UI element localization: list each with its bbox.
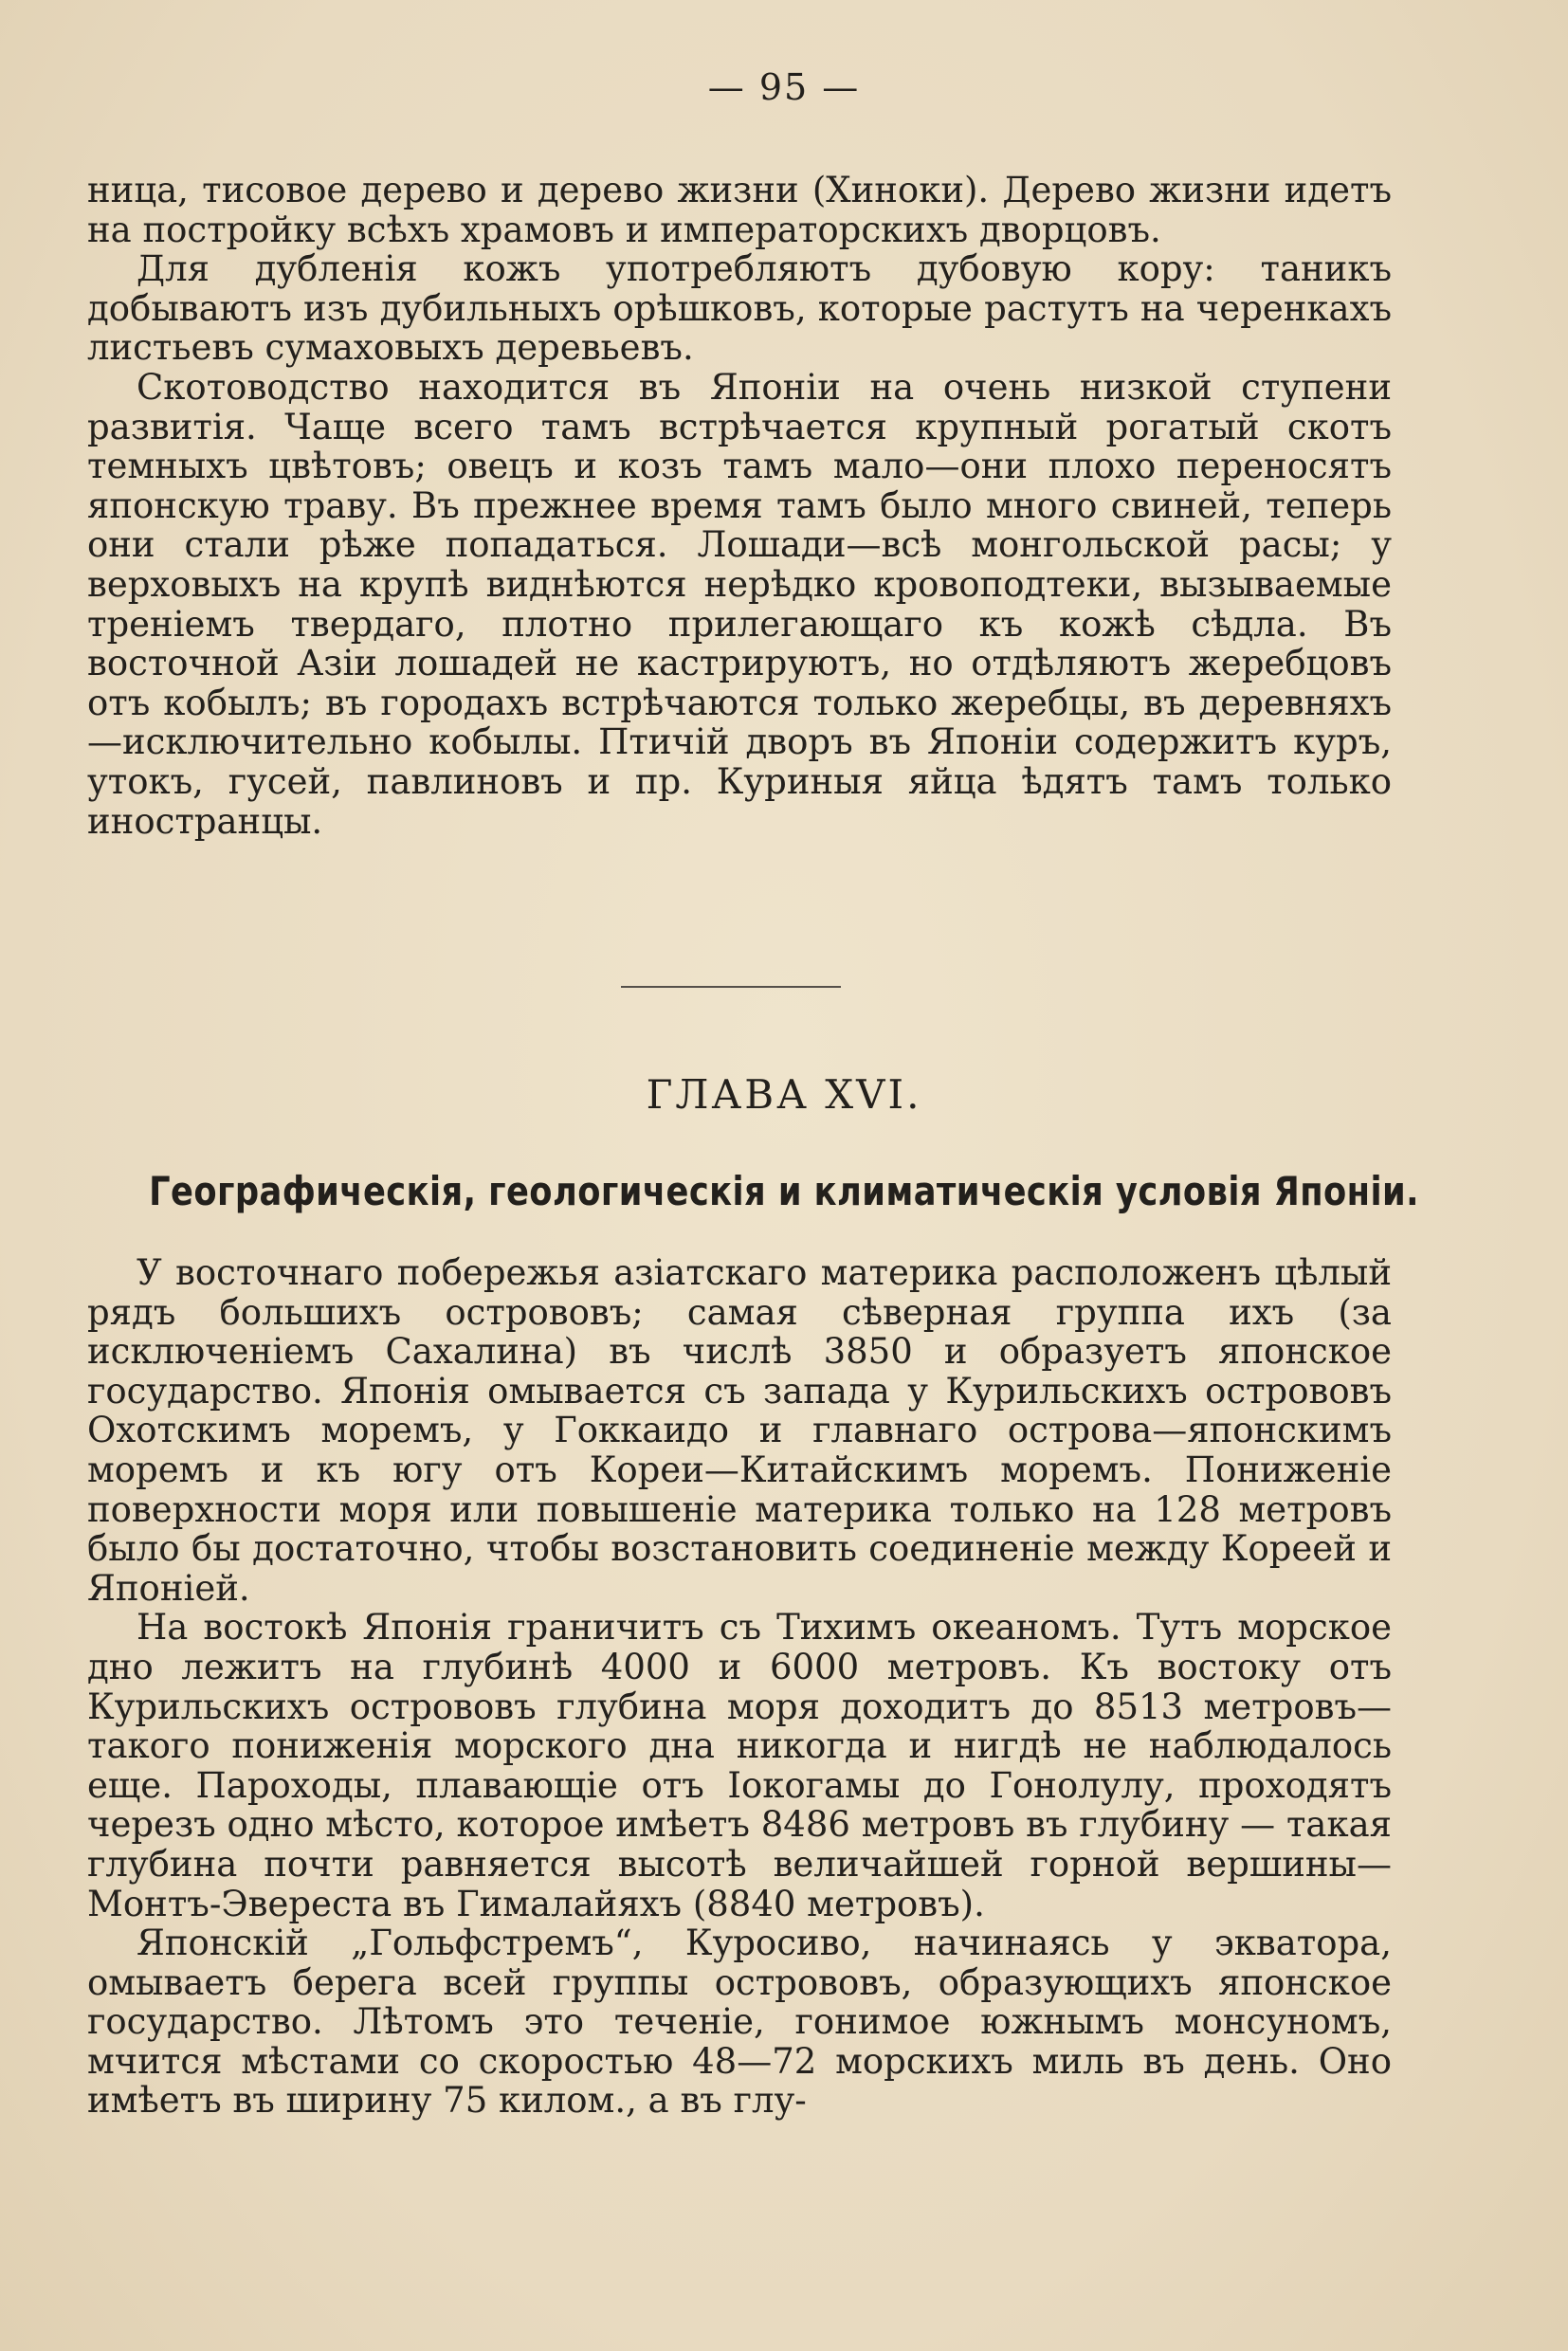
chapter-title: ГЛАВА XVI. — [646, 1071, 922, 1118]
text-block-top — [87, 171, 1392, 841]
paragraph: У восточнаго побережья азіатскаго материка расположенъ цѣлый рядъ большихъ острововъ; самая сѣверная группа ихъ (за исключеніемъ Сахалина) въ числѣ 3850 и образуетъ японское государство. Японія омывается съ запада у Курильскихъ острововъ Охотскимъ моремъ, у Гоккаидо и главнаго острова—японскимъ моремъ и къ югу отъ Кореи—Китайскимъ моремъ. Пониженіе поверхности моря или повышеніе материка только на 128 метровъ было бы достаточно, чтобы возстановить соединеніе между Кореей и Японіей. — [87, 1252, 1392, 1609]
paragraph: ница, тисовое дерево и дерево жизни (Хиноки). Дерево жизни идетъ на постройку всѣхъ храмовъ и императорскихъ дворцовъ. — [87, 170, 1392, 250]
paragraph: Японскій „Гольфстремъ“, Куросиво, начинаясь у экватора, омываетъ берега всей группы острововъ, образующихъ японское государство. Лѣтомъ это теченіе, гонимое южнымъ монсуномъ, мчится мѣстами со скоростью 48—72 морскихъ миль въ день. Оно имѣетъ въ ширину 75 килом., а въ глу- — [87, 1923, 1392, 2122]
text-block-chapter — [87, 1253, 1392, 2121]
paragraph: Скотоводство находится въ Японіи на очень низкой ступени развитія. Чаще всего тамъ встрѣчается крупный рогатый скотъ темныхъ цвѣтовъ; овецъ и козъ тамъ мало—они плохо переносятъ японскую траву. Въ прежнее время тамъ было много свиней, теперь они стали рѣже попадаться. Лошади—всѣ монгольской расы; у верховыхъ на крупѣ виднѣются нерѣдко кровоподтеки, вызываемые треніемъ твердаго, плотно прилегающаго къ кожѣ сѣдла. Въ восточной Азіи лошадей не кастрируютъ, но отдѣляютъ жеребцовъ отъ кобылъ; въ городахъ встрѣчаются только жеребцы, въ деревняхъ—исключительно кобылы. Птичій дворъ въ Японіи содержитъ куръ, утокъ, гусей, павлиновъ и пр. Куриныя яйца ѣдятъ тамъ только иностранцы. — [87, 366, 1392, 842]
paragraph: Для дубленія кожъ употребляютъ дубовую кору: таникъ добываютъ изъ дубильныхъ орѣшковъ, которые растутъ на черенкахъ листьевъ сумаховыхъ деревьевъ. — [87, 248, 1392, 369]
paragraph: На востокѣ Японія граничитъ съ Тихимъ океаномъ. Тутъ морское дно лежитъ на глубинѣ 4000 и 6000 метровъ. Къ востоку отъ Курильскихъ острововъ глубина моря доходитъ до 8513 метровъ—такого пониженія морского дна никогда и нигдѣ не наблюдалось еще. Пароходы, плавающіе отъ Іокогамы до Гонолулу, проходятъ черезъ одно мѣсто, которое имѣетъ 8486 метровъ въ глубину — такая глубина почти равняется высотѣ величайшей горной вершины—Монтъ-Эвереста въ Гималайяхъ (8840 метровъ). — [87, 1607, 1392, 1924]
page-number: — 95 — — [707, 66, 861, 108]
chapter-subtitle: Географическія, геологическія и климатическія условія Японіи. — [149, 1168, 1419, 1214]
section-divider — [621, 986, 841, 988]
